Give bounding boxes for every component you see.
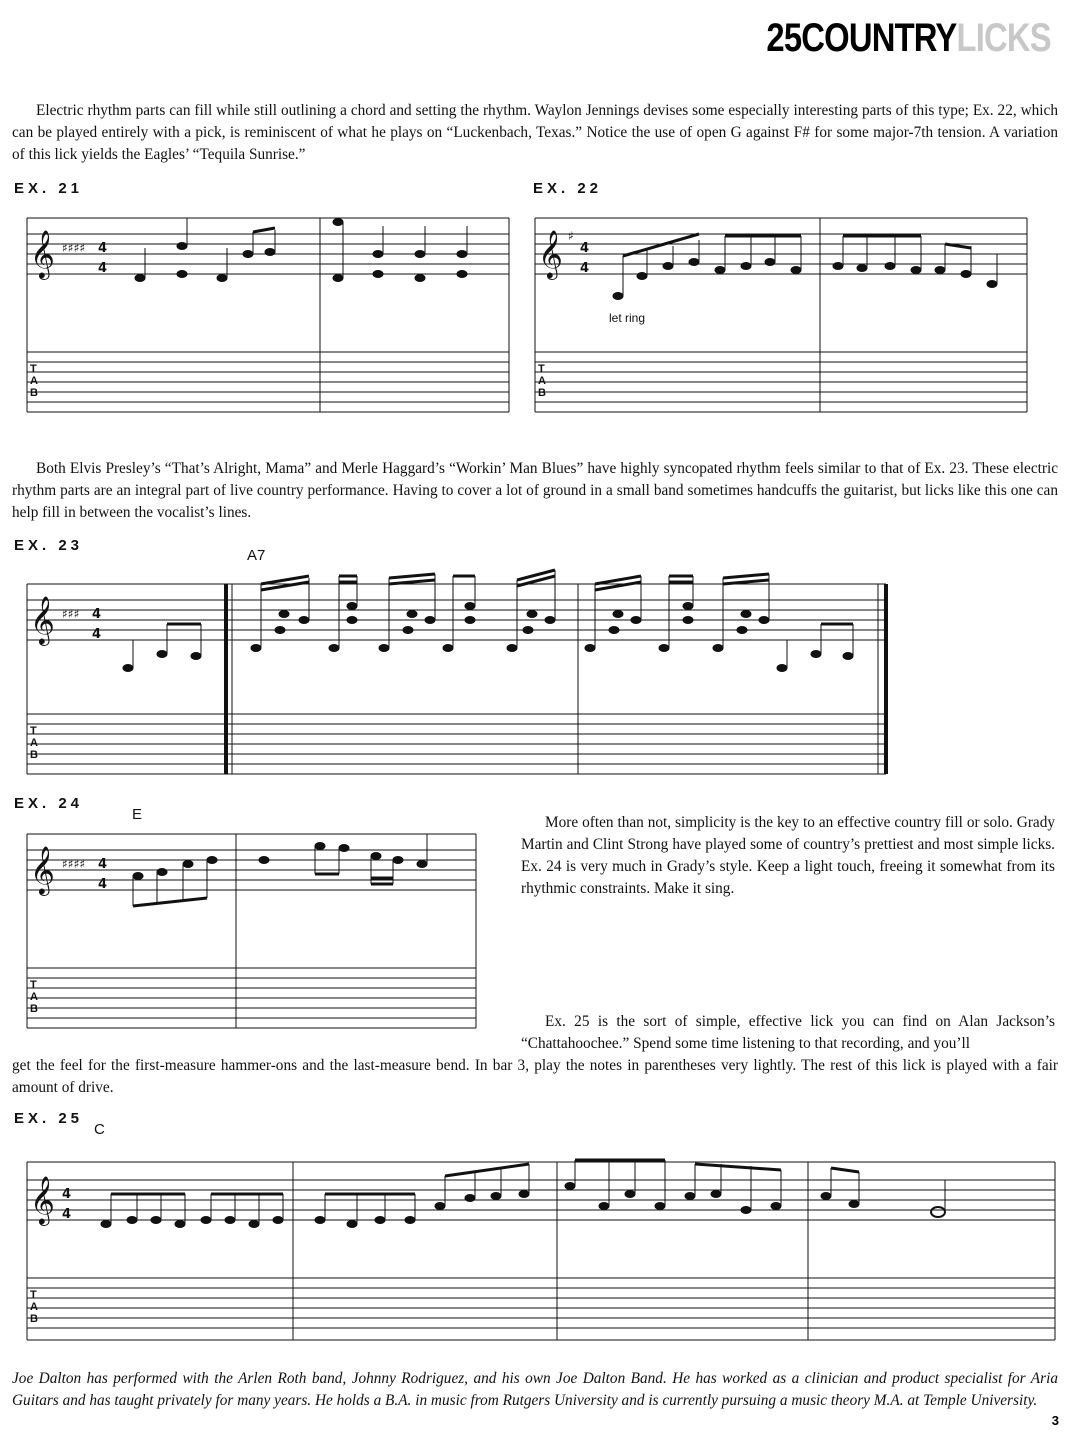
ex22-treble-clef: 𝄞 (538, 229, 563, 278)
svg-text:♯♯♯: ♯♯♯ (62, 607, 80, 621)
ex25-label: EX. 25 (14, 1110, 84, 1127)
ex25-tab-staff (27, 1278, 1055, 1328)
ex21-tab-b: B (30, 387, 38, 399)
page-number: 3 (1051, 1413, 1059, 1428)
svg-text:4: 4 (580, 261, 590, 276)
svg-text:4: 4 (92, 627, 102, 642)
ex24-chord: E (132, 806, 143, 823)
paragraph-3-text: More often than not, simplicity is the key to an effective country fill or solo. Grady Martin and Clint Strong have played some of country’s prettiest and most simple licks. Ex. 24 is very much in Grady’s style. Keep a light touch, freeing it somewhat from its rhythmic constraints. Make it sing. (521, 814, 1055, 897)
ex22-let-ring: let ring (609, 311, 646, 325)
svg-text:♯♯♯♯: ♯♯♯♯ (62, 857, 86, 871)
ex22-key-sig: ♯ (568, 229, 574, 243)
ex23-chords-measure1 (251, 570, 555, 652)
ex22-tab-a: A (538, 375, 546, 387)
ex21-tab-staff (27, 352, 509, 402)
svg-text:4: 4 (62, 1207, 72, 1222)
author-bio: Joe Dalton has performed with the Arlen Roth band, Johnny Rodriguez, and his own Joe Dalton Band. He has worked as a clinician and product specialist for Aria Guitars and has taught privately for many years. He holds a B.A. in music from Rutgers University and is currently pursuing a music theory M.A. at Temple University. (12, 1370, 1058, 1409)
ex23-notes (123, 624, 201, 672)
paragraph-1-text: Electric rhythm parts can fill while still outlining a chord and setting the rhythm. Waylon Jennings devises some especially interesting parts of this type; Ex. 22, which can be played entirely with a pick, is reminiscent of what he plays on “Luckenbach, Texas.” Notice the use of open G against F# for some major-7th tension. A variation of this lick yields the Eagles’ “Tequila Sunrise.” (12, 102, 1058, 163)
ex25-tab-t: T (30, 1289, 37, 1301)
ex24-staff (27, 834, 476, 1028)
ex21-time-top: 4 (98, 241, 108, 256)
svg-text:4: 4 (92, 607, 102, 622)
ex23-label: EX. 23 (14, 537, 84, 554)
ex23-staff (27, 584, 886, 774)
ex23-chords-measure2 (585, 574, 853, 672)
ex21-key-sig: ♯♯♯♯ (62, 241, 86, 255)
header-licks: LICKS (956, 16, 1051, 60)
ex21-notes (135, 218, 467, 282)
paragraph-4a-text: Ex. 25 is the sort of simple, effective lick you can find on Alan Jackson’s “Chattahoochee.” Spend some time listening to that recording, and you’ll (521, 1013, 1055, 1052)
ex23-tab-a: A (30, 737, 38, 749)
ex25-staff (27, 1162, 1055, 1340)
ex23-chord: A7 (247, 547, 266, 564)
paragraph-4b-text: get the feel for the first-measure hammer-ons and the last-measure bend. In bar 3, play the notes in parentheses very lightly. The rest of this lick is played with a fair amount of drive. (12, 1057, 1058, 1096)
ex25-chord: C (94, 1121, 105, 1138)
ex23-tab-b: B (30, 749, 38, 761)
ex21-label: EX. 21 (14, 180, 84, 197)
svg-text:4: 4 (98, 857, 108, 872)
ex22-label: EX. 22 (533, 180, 603, 197)
ex25-notes (101, 1160, 945, 1228)
ex24-tab-b: B (30, 1003, 38, 1015)
ex24-tab-staff (27, 968, 476, 1018)
ex25-tab-a: A (30, 1301, 38, 1313)
header-country: COUNTRY (801, 16, 957, 60)
ex22-tab-b: B (538, 387, 546, 399)
svg-text:4: 4 (98, 877, 108, 892)
ex22-tab-t: T (538, 363, 545, 375)
ex25-tab-b: B (30, 1313, 38, 1325)
svg-text:4: 4 (580, 241, 590, 256)
ex22-tab-staff (535, 352, 1027, 402)
ex23-treble-clef: 𝄞 (30, 595, 55, 644)
ex21-tab-t: T (30, 363, 37, 375)
header-number: 25 (766, 16, 802, 60)
ex21-treble-clef: 𝄞 (30, 229, 55, 278)
ex21-time-bot: 4 (98, 261, 108, 276)
paragraph-2-text: Both Elvis Presley’s “That’s Alright, Mama” and Merle Haggard’s “Workin’ Man Blues” have highly syncopated rhythm feels similar to that of Ex. 23. These electric rhythm parts are an integral part of live country performance. Having to cover a lot of ground in a small band sometimes handcuffs the guitarist, but licks like this one can help fill in between the vocalist’s lines. (12, 460, 1058, 521)
ex25-treble-clef: 𝄞 (30, 1175, 55, 1224)
ex23-tab-staff (27, 714, 886, 764)
ex24-tab-t: T (30, 979, 37, 991)
svg-text:4: 4 (62, 1187, 72, 1202)
ex24-tab-a: A (30, 991, 38, 1003)
ex24-treble-clef: 𝄞 (30, 845, 55, 894)
ex24-label: EX. 24 (14, 795, 84, 812)
ex23-tab-t: T (30, 725, 37, 737)
ex21-tab-a: A (30, 375, 38, 387)
